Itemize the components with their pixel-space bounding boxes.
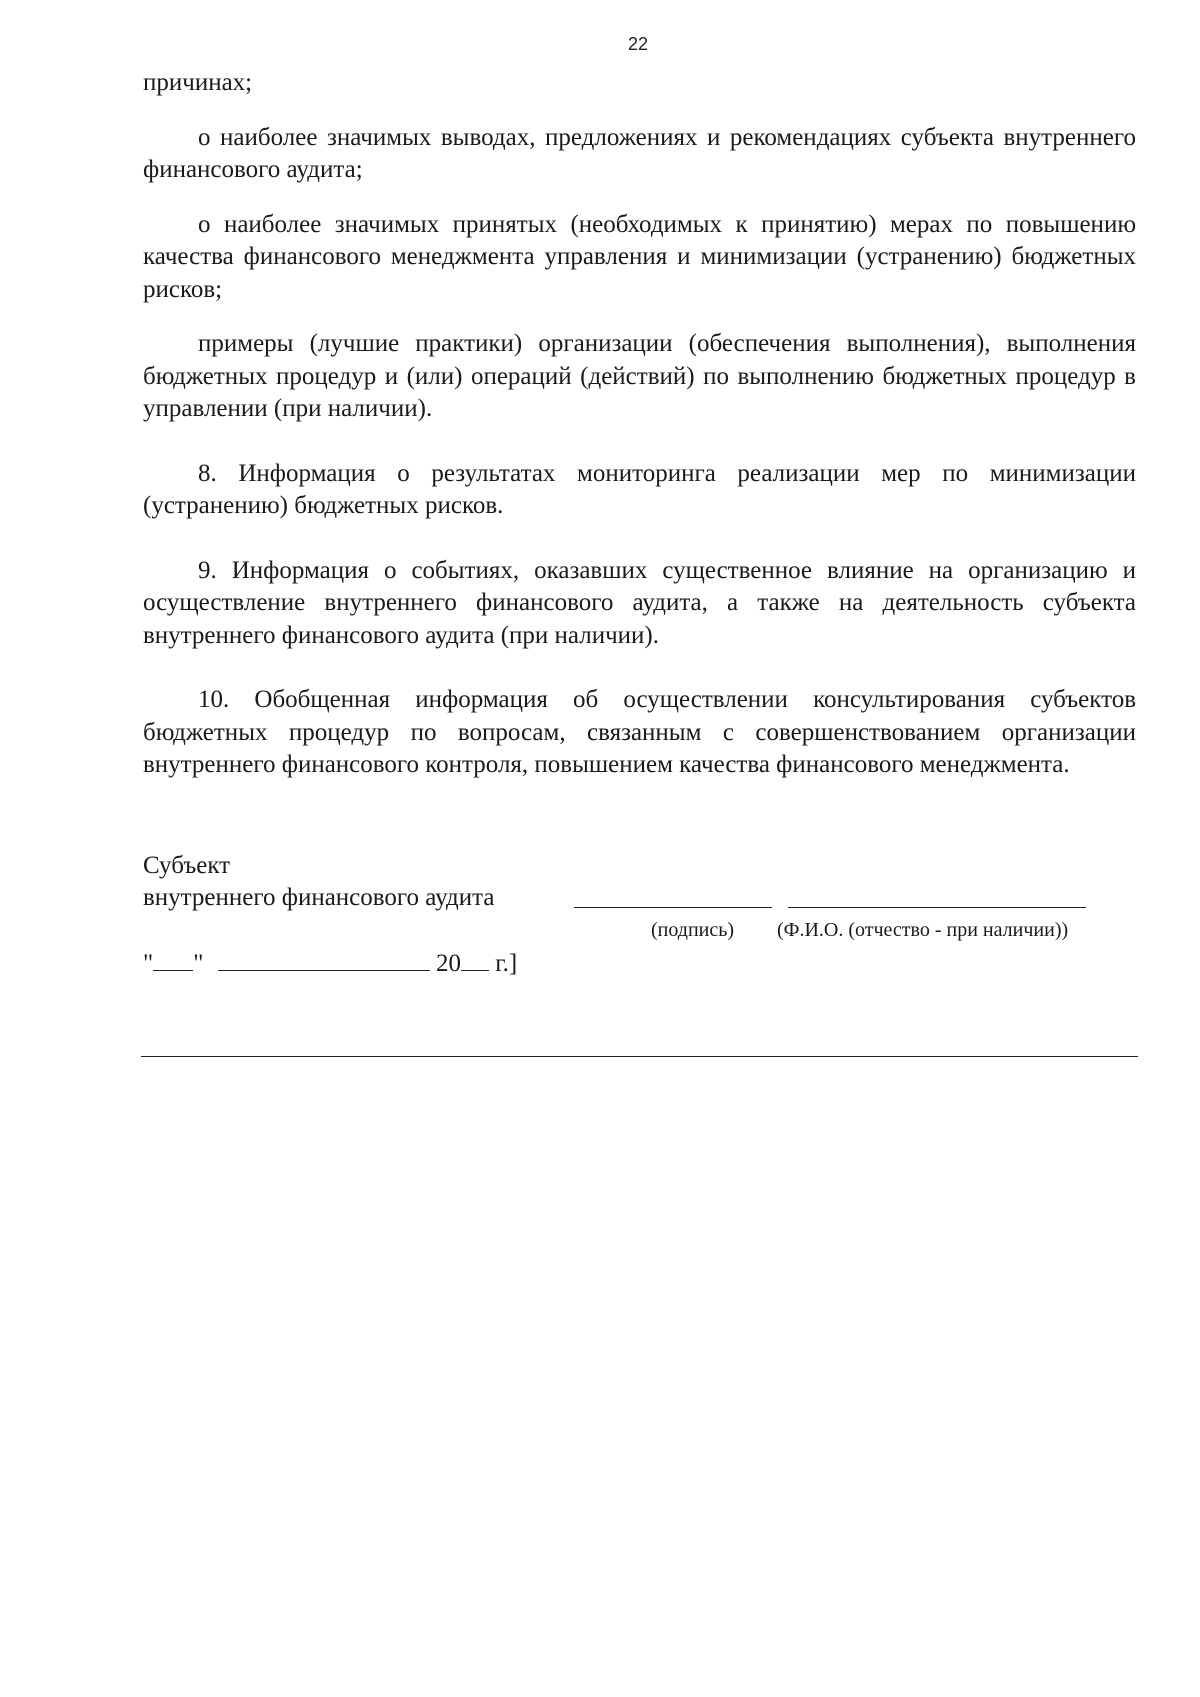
date-open-quote: "	[143, 950, 154, 977]
signature-blank	[574, 907, 772, 908]
footer-divider	[141, 1056, 1138, 1057]
paragraph-best-practices: примеры (лучшие практики) организации (обеспечения выполнения), выполнения бюджетных процедур и (или) операций (действий) по выполнению бюджетных процедур в управлении (при наличии).	[143, 330, 1136, 422]
signature-role-line2: внутреннего финансового аудита	[143, 884, 495, 911]
date-line	[143, 948, 517, 980]
paragraph-measures: о наиболее значимых принятых (необходимых к принятию) мерах по повышению качества финансового менеджмента управления и минимизации (устранению) бюджетных рисков;	[143, 210, 1136, 303]
month-blank	[218, 948, 430, 971]
year-prefix: 20	[435, 950, 461, 977]
date-suffix: г.]	[495, 950, 518, 977]
paragraph-item-10: 10. Обобщенная информация об осуществлении консультирования субъектов бюджетных процедур по вопросам, связанным с совершенствованием организации внутреннего финансового контроля, повышением качества финансового менеджмента.	[143, 686, 1136, 778]
paragraph-conclusions: о наиболее значимых выводах, предложениях и рекомендациях субъекта внутреннего финансового аудита;	[143, 123, 1136, 183]
paragraph-item-8: 8. Информация о результатах мониторинга реализации мер по минимизации (устранению) бюджетных рисков.	[143, 459, 1136, 519]
document-body	[143, 67, 1136, 782]
name-blank	[788, 907, 1086, 908]
date-close-quote: "	[193, 950, 204, 977]
paragraph-continuation: причинах;	[143, 69, 253, 96]
paragraph-item-9: 9. Информация о событиях, оказавших существенное влияние на организацию и осуществление внутреннего финансового аудита, а также на деятельность субъекта внутреннего финансового аудита (при наличии).	[143, 556, 1136, 649]
year-blank	[461, 948, 489, 971]
name-caption: (Ф.И.О. (отчество - при наличии))	[777, 919, 1069, 941]
signature-caption: (подпись)	[651, 919, 735, 941]
day-blank	[153, 948, 193, 971]
page-number: 22	[627, 34, 649, 54]
signature-role-line1: Субъект	[143, 852, 231, 879]
